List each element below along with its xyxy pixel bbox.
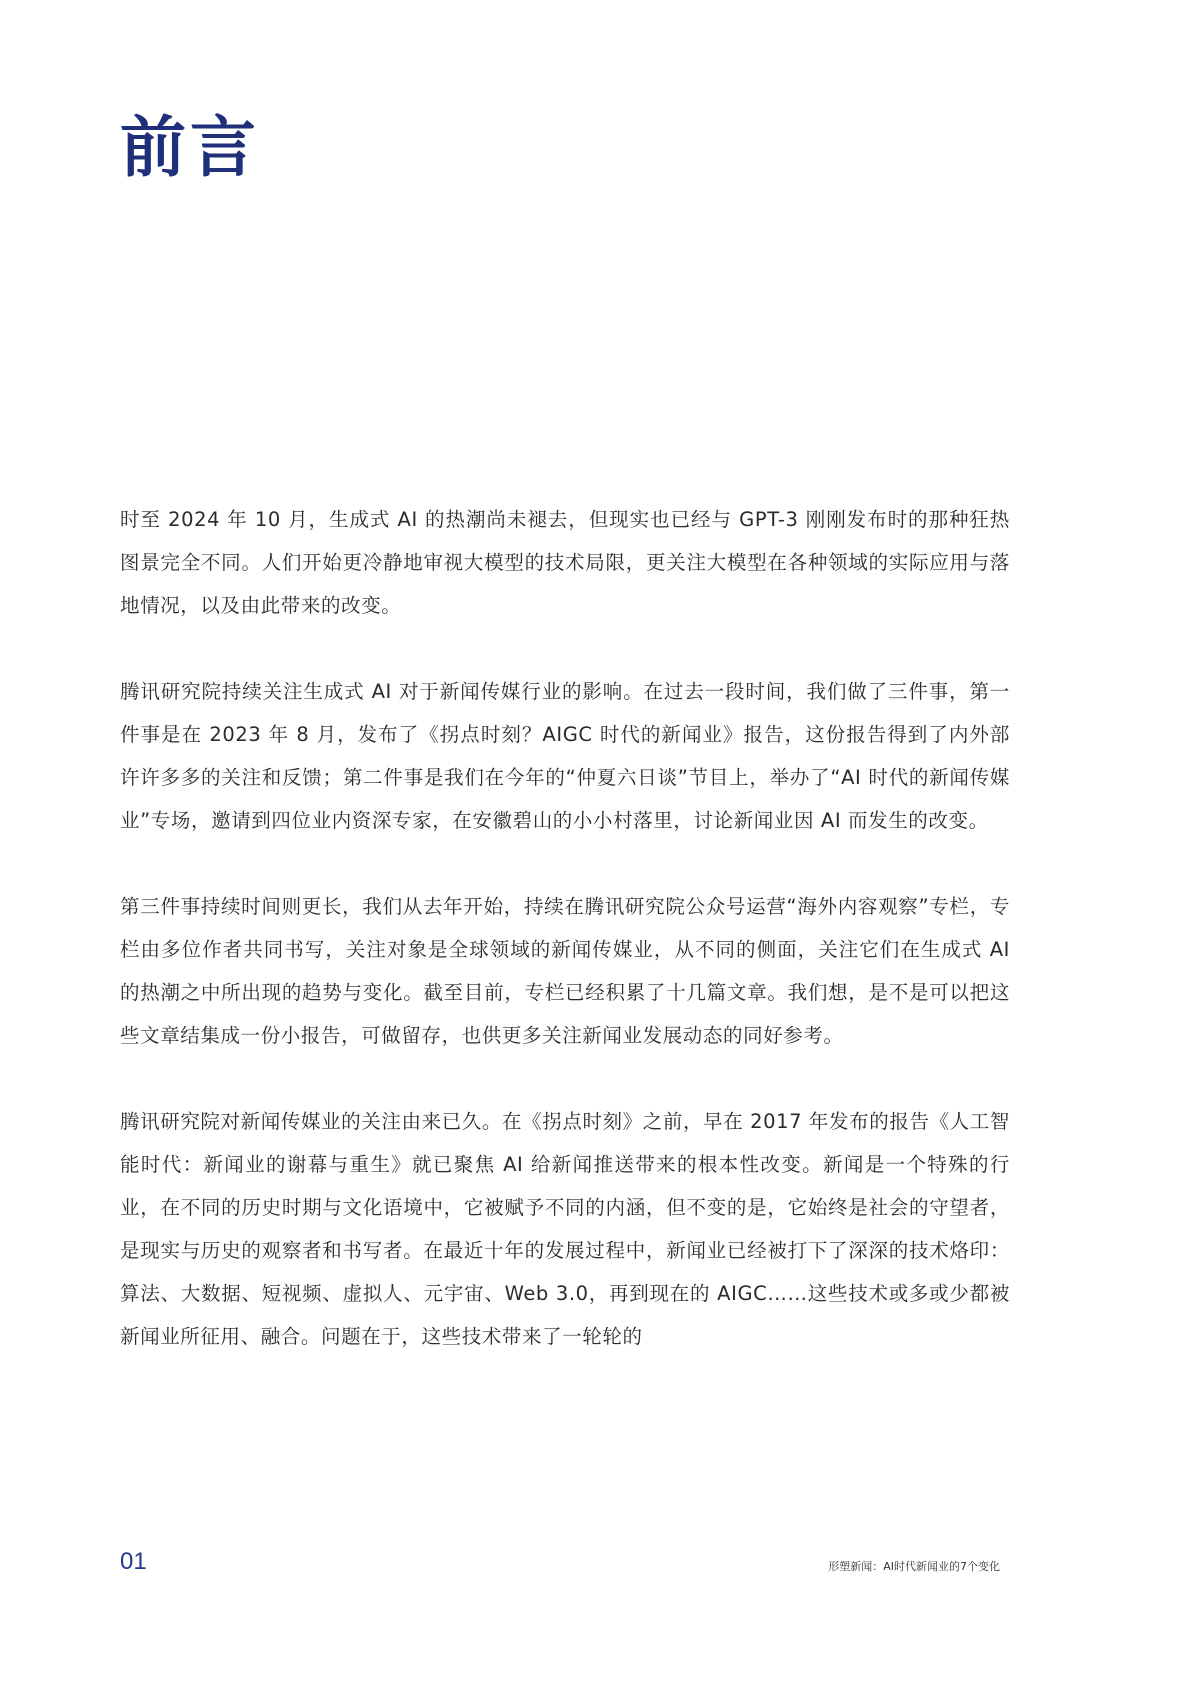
paragraph-3: 第三件事持续时间则更长，我们从去年开始，持续在腾讯研究院公众号运营“海外内容观察”专栏，专栏由多位作者共同书写，关注对象是全球领域的新闻传媒业，从不同的侧面，关注它们在生成式 AI 的热潮之中所出现的趋势与变化。截至目前，专栏已经积累了十几篇文章。我们想，是不是可以把这些文章结集成一份小报告，可做留存，也供更多关注新闻业发展动态的同好参考。 [120, 895, 1010, 1047]
paragraph-2: 腾讯研究院持续关注生成式 AI 对于新闻传媒行业的影响。在过去一段时间，我们做了三件事，第一件事是在 2023 年 8 月，发布了《拐点时刻？AIGC 时代的新闻业》报告，这份报告得到了内外部许许多多的关注和反馈；第二件事是我们在今年的“仲夏六日谈”节目上，举办了“AI 时代的新闻传媒业”专场，邀请到四位业内资深专家，在安徽碧山的小小村落里，讨论新闻业因 AI 而发生的改变。 [120, 680, 1010, 832]
page-number: 01 [120, 1548, 147, 1575]
page-title: 前言 [120, 109, 260, 186]
paragraph-1: 时至 2024 年 10 月，生成式 AI 的热潮尚未褪去，但现实也已经与 GPT-3 刚刚发布时的那种狂热图景完全不同。人们开始更冷静地审视大模型的技术局限，更关注大模型在各种领域的实际应用与落地情况，以及由此带来的改变。 [120, 508, 1010, 617]
footer-caption: 形塑新闻：AI时代新闻业的7个变化 [828, 1560, 1000, 1573]
paragraph-4: 腾讯研究院对新闻传媒业的关注由来已久。在《拐点时刻》之前，早在 2017 年发布的报告《人工智能时代：新闻业的谢幕与重生》就已聚焦 AI 给新闻推送带来的根本性改变。新闻是一个特殊的行业，在不同的历史时期与文化语境中，它被赋予不同的内涵，但不变的是，它始终是社会的守望者，是现实与历史的观察者和书写者。在最近十年的发展过程中，新闻业已经被打下了深深的技术烙印：算法、大数据、短视频、虚拟人、元宇宙、Web 3.0，再到现在的 AIGC……这些技术或多或少都被新闻业所征用、融合。问题在于，这些技术带来了一轮轮的 [120, 1110, 1010, 1348]
body-text [120, 498, 1010, 1401]
